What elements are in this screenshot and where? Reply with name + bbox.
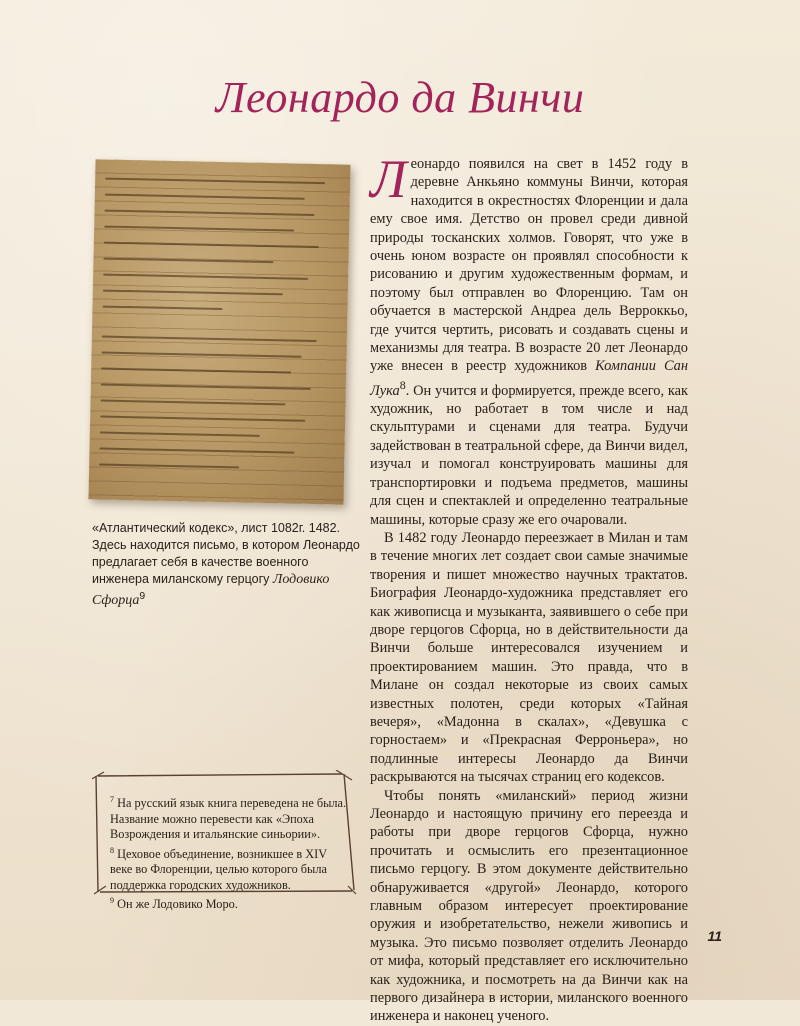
footnote-item: $^7$ На русский язык книга переведена не была. Название можно перевести как «Эпоха Возрождения и итальянские синьории». bbox=[110, 795, 347, 842]
manuscript-line bbox=[101, 368, 291, 374]
footnote-item: $^8$ Цеховое объединение, возникшее в XIV веке во Флоренции, целью которого была поддержка городских художников. bbox=[110, 845, 327, 892]
manuscript-line bbox=[104, 210, 314, 216]
drop-cap: Л bbox=[370, 149, 407, 209]
footnotes bbox=[110, 792, 350, 913]
manuscript-line bbox=[104, 226, 294, 232]
article-body bbox=[370, 149, 688, 1026]
manuscript-line bbox=[102, 336, 317, 343]
manuscript-line bbox=[103, 258, 273, 264]
manuscript-line bbox=[105, 194, 305, 200]
caption-text: «Атлантический кодекс», лист 1082г. 1482. Здесь находится письмо, в котором Леонардо предлагает себя в качестве военного инженера миланскому герцогу bbox=[92, 521, 360, 586]
manuscript-line bbox=[105, 178, 325, 185]
caption-name: Лодовико Сфорца bbox=[92, 572, 330, 609]
caption-footnote-ref: 9 bbox=[139, 591, 146, 602]
manuscript-line bbox=[101, 400, 286, 406]
manuscript-line bbox=[103, 290, 283, 296]
paragraph-2: В 1482 году Леонардо переезжает в Милан и там в течение многих лет создает свои самые значимые творения и пишет множество научных трактатов. Биография Леонардо-художника представляет его как живописца и музыканта, заявившего о себе при дворе герцогов Сфорца, но в действительности да Винчи больше интересовался изучением и проектированием машин. Это правда, что в Милане он создал некоторые из своих самых известных полотен, среди которых «Тайная вечеря», «Мадонна в скалах», «Девушка с горностаем» и «Прекрасная Ферроньера», но подлинные интересы Леонардо да Винчи раскрываются на тысячах страниц его кодексов. bbox=[370, 529, 688, 786]
footnote-ref-8: 8 bbox=[399, 377, 406, 392]
company-name: Компании Сан Лука bbox=[370, 358, 688, 399]
manuscript-line bbox=[102, 352, 302, 358]
manuscript-line bbox=[100, 416, 305, 422]
manuscript-line bbox=[102, 306, 222, 311]
page-number: 11 bbox=[707, 928, 722, 944]
manuscript-line bbox=[100, 432, 260, 437]
page-title: Леонардо да Винчи bbox=[215, 73, 585, 122]
paragraph-1-text-a: еонардо появился на свет в 1452 году в деревне Анкьяно коммуны Винчи, которая находится в окрестностях Флоренции и дала ему свое имя. Детство он провел среди дивной природы тосканских холмов. Говорят, что уже в очень юном возрасте он проявлял способности к рисованию и другим художественным формам, и поэтому был отправлен во Флоренцию. Там он обучается в мастерской Андреа дель Верроккьо, где учится чертить, рисовать и создавать сцены и механизмы для театра. В возрасте 20 лет Леонардо уже внесен в реестр художников bbox=[370, 156, 688, 375]
manuscript-image bbox=[88, 159, 350, 504]
manuscript-line bbox=[100, 448, 295, 454]
manuscript-line bbox=[104, 242, 319, 249]
paragraph-1 bbox=[370, 149, 688, 529]
manuscript-line bbox=[101, 384, 311, 390]
paragraph-3: Чтобы понять «миланский» период жизни Леонардо и настоящую причину его переезда и работы при дворе герцогов Сфорца, нужно прочитать и осмыслить его презентационное письмо герцогу. В этом документе действительно обнаруживается «другой» Леонардо, которого главным образом интересует проектирование оружия и изобретательство, нежели живопись и музыка. Это письмо позволяет отделить Леонардо от мифа, который представляет его исключительно как художника, и посмотреть на да Винчи как на первого дизайнера в истории, миланского военного инженера и наконец ученого. bbox=[370, 787, 688, 1025]
image-caption bbox=[92, 520, 362, 609]
footnote-item: $^9$ Он же Лодовико Моро. bbox=[110, 896, 238, 912]
paragraph-1-text-b: . Он учится и формируется, прежде всего, как художник, но работает в том числе и над скульптурами и сценами для театра. Будучи задействован в театральной сфере, да Винчи видел, изучал и помогал конструировать машины для транспортировки и подъема предметов, машины для сцен и спектаклей и определенно театральные машины, которые сразу же его очаровали. bbox=[370, 382, 688, 528]
manuscript-line bbox=[103, 274, 308, 280]
manuscript-line bbox=[99, 464, 239, 469]
